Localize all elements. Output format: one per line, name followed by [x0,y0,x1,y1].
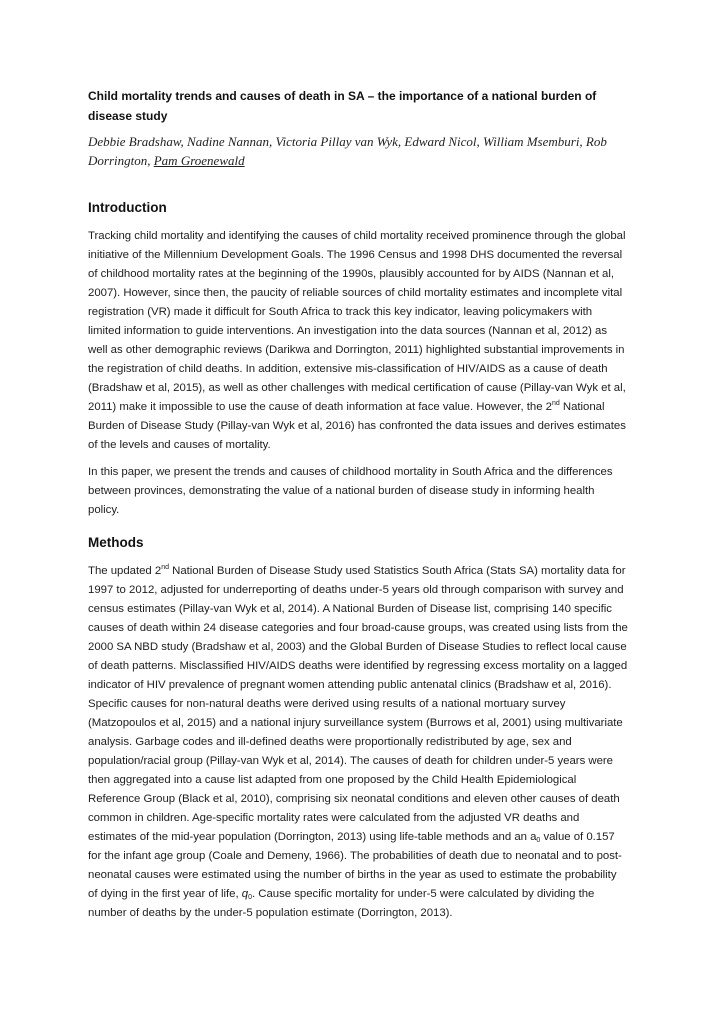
methods-a0-subscript: 0 [536,837,541,844]
methods-paragraph-1 [88,562,628,923]
methods-q-symbol: q [241,888,249,900]
intro-p1-text-b: National Burden of Disease Study (Pillay-van Wyk et al, 2016) has confronted the data issues and derives estimates of the levels and causes of mortality. [88,401,626,451]
intro-p1-superscript: nd [551,400,560,407]
introduction-paragraph-1 [88,227,628,455]
methods-q0-subscript: 0 [248,894,252,901]
author-list [88,132,628,170]
methods-p1-text-b: National Burden of Disease Study used Statistics South Africa (Stats SA) mortality data for 1997 to 2012, adjusted for underreporting of deaths under-5 years old through comparison with survey and census estimates (Pillay-van Wyk et al, 2014). A National Burden of Disease list, comprising 140 specific causes of death within 24 disease categories and four broad-cause groups, was created using lists from the 2000 SA NBD study (Bradshaw et al, 2003) and the Global Burden of Disease Studies to reflect local cause of death patterns. Misclassified HIV/AIDS deaths were identified by regressing excess mortality on a lagged indicator of HIV prevalence of pregnant women attending public antenatal clinics (Bradshaw et al, 2016). Specific causes for non-natural deaths were derived using results of a national mortuary survey (Matzopoulos et al, 2015) and a national injury surveillance system (Burrows et al, 2001) using multivariate analysis. Garbage codes and ill-defined deaths were proportionally redistributed by age, sex and population/racial group (Pillay-van Wyk et al, 2014). The causes of death for children under-5 years were then aggregated into a cause list adapted from one proposed by the Child Health Epidemiological Reference Group (Black et al, 2010), comprising six neonatal conditions and eleven other causes of death common in children. Age-specific mortality rates were calculated from the adjusted VR deaths and estimates of the mid-year population (Dorrington, 2013) using life-table methods and an a [88,565,628,843]
methods-heading: Methods [88,535,144,550]
paper-title: Child mortality trends and causes of death in SA – the importance of a national burden of disease study [88,89,597,123]
introduction-heading: Introduction [88,200,167,215]
methods-p1-superscript: nd [161,564,169,571]
author-names: Debbie Bradshaw, Nadine Nannan, Victoria Pillay van Wyk, Edward Nicol, William Msemburi, Rob Dorrington, [88,134,607,168]
intro-p1-text-a: Tracking child mortality and identifying the causes of child mortality received prominence through the global initiative of the Millennium Development Goals. The 1996 Census and 1998 DHS documented the reversal of childhood mortality rates at the beginning of the 1990s, plausibly accounted for by AIDS (Nannan et al, 2007). However, since then, the paucity of reliable sources of child mortality estimates and incomplete vital registration (VR) made it difficult for South Africa to track this key indicator, leaving policymakers with limited information to guide interventions. An investigation into the data sources (Nannan et al, 2012) as well as other demographic reviews (Darikwa and Dorrington, 2011) highlighted substantial improvements in the registration of child deaths. In addition, extensive mis-classification of HIV/AIDS as a cause of death (Bradshaw et al, 2015), as well as other challenges with medical certification of cause (Pillay-van Wyk et al, 2011) make it impossible to use the cause of death information at face value. However, the 2 [88,230,626,413]
author-link-pam-groenewald[interactable]: Pam Groenewald [153,153,245,168]
methods-p1-text-a: The updated 2 [88,565,162,577]
methods-p1-text-c: value of 0.157 for the infant age group (Coale and Demeny, 1966). The probabilities of death due to neonatal and to post-neonatal causes were estimated using the number of births in the year as used to estimate the probability of dying in the first year of life, [88,831,622,900]
methods-p1-text-d: . Cause specific mortality for under-5 were calculated by dividing the number of deaths by the under-5 population estimate (Dorrington, 2013). [88,888,595,919]
introduction-paragraph-2: In this paper, we present the trends and causes of childhood mortality in South Africa and the differences between provinces, demonstrating the value of a national burden of disease study in informing health policy. [88,466,613,516]
